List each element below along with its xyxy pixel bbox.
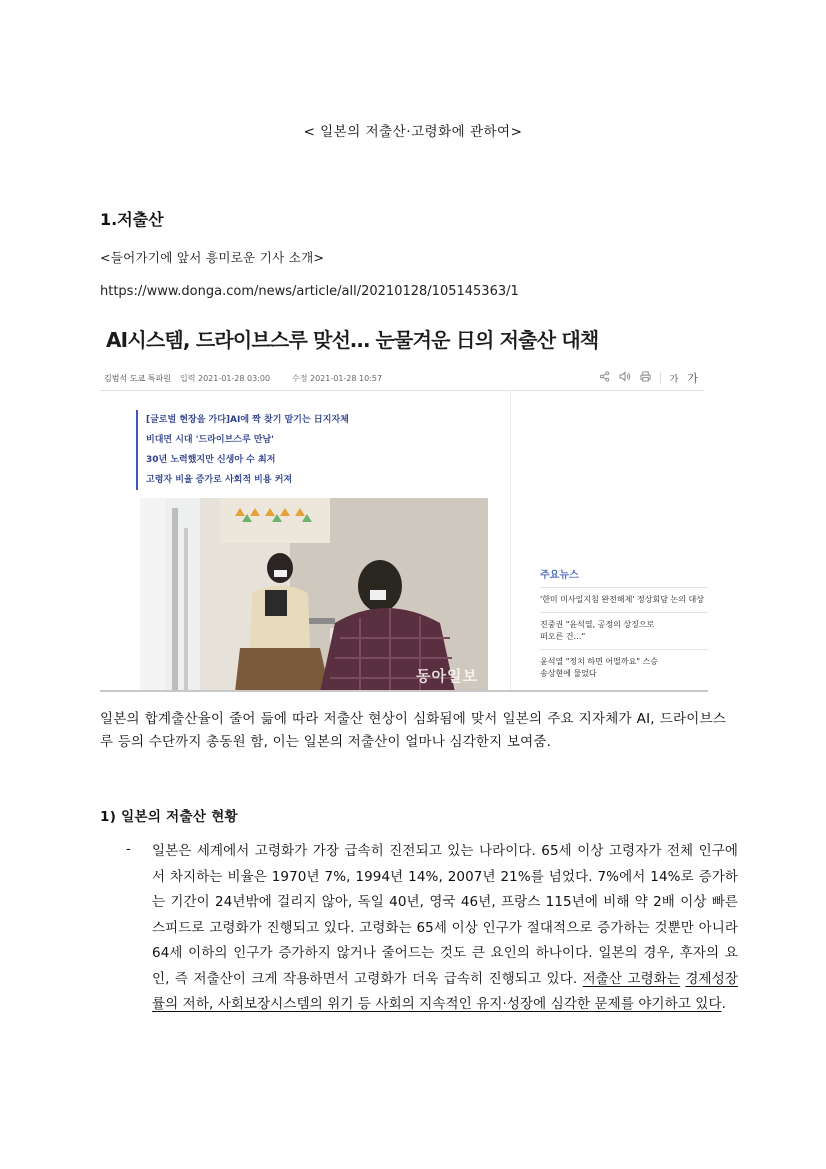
underlined-text: 저출산 고령화는 xyxy=(582,970,681,987)
print-icon[interactable] xyxy=(640,371,651,385)
article-meta-bar xyxy=(100,368,704,391)
document-title: < 일본의 저출산·고령화에 관하여> xyxy=(303,124,523,140)
article-photo xyxy=(140,498,488,692)
bullet-text: 일본은 세계에서 고령화가 가장 급속히 진전되고 있는 나라이다. 65세 이상 고령자가 전체 인구에서 차지하는 비율은 1970년 7%, 1994년 14%, 2007년 21%를 넘었다. 7%에서 14%로 증가하는 기간이 24년밖에 걸리지 않아, 독일 40년, 영국 46년, 프랑스 115년에 비해 약 2배 이상 빠른 스피드로 고령화가 진행되고 있다. 고령화는 65세 이상 인구가 절대적으로 증가하는 것뿐만 아니라 64세 이하의 인구가 증가하지 않거나 줄어드는 것도 큰 요인의 하나이다. 일본의 경우, 후자의 요인, 즉 저출산이 크게 작용하면서 고령화가 더욱 급속히 진행되고 있다. xyxy=(152,843,738,987)
bullet-marker: - xyxy=(126,841,131,857)
font-size-large-button[interactable]: 가 xyxy=(687,372,698,385)
side-news-item[interactable]: 윤석열 "정치 하면 어떨까요" 스승 송상현에 물었다 xyxy=(540,657,658,678)
article-screenshot xyxy=(100,316,708,692)
summary-line: 비대면 시대 '드라이브스루 만남' xyxy=(146,435,274,445)
article-bottom-rule xyxy=(100,690,708,692)
speaker-icon[interactable] xyxy=(619,371,631,385)
summary-line: [글로벌 현장을 가다]AI에 짝 찾기 맡기는 日지자체 xyxy=(146,415,349,425)
font-size-small-button[interactable]: 가 xyxy=(669,374,679,385)
tool-divider xyxy=(660,372,661,384)
bullet-paragraph xyxy=(152,839,738,1018)
underlined-text: 경제성장률의 저하, 사회보장시스템의 위기 등 사회의 지속적인 유지·성장에 심각한 문제를 야기하고 있다 xyxy=(152,970,738,1012)
article-headline: AI시스템, 드라이브스루 맞선… 눈물겨운 日의 저출산 대책 xyxy=(106,328,599,352)
share-icon[interactable] xyxy=(599,371,610,385)
input-time: 입력 2021-01-28 03:00 xyxy=(180,374,271,383)
side-news-title: 주요뉴스 xyxy=(540,570,579,581)
intro-label: <들어가기에 앞서 흥미로운 기사 소개> xyxy=(100,250,325,265)
side-divider xyxy=(510,390,511,692)
article-tools xyxy=(599,370,698,386)
bullet-text-end: . xyxy=(721,996,726,1012)
edit-time: 수정 2021-01-28 10:57 xyxy=(292,374,383,383)
side-news-item[interactable]: '한미 미사일지침 완전해제' 정상회담 논의 대상 xyxy=(540,595,704,604)
section-heading: 1.저출산 xyxy=(100,210,164,229)
summary-line: 30년 노력했지만 신생아 수 최저 xyxy=(146,455,276,465)
side-news-item[interactable]: 진중권 "윤석열, 공정의 상징으로 떠오른 건…" xyxy=(540,620,655,641)
summary-paragraph: 일본의 합계출산율이 줄어 듦에 따라 저출산 현상이 심화됨에 맞서 일본의 주요 지자체가 AI, 드라이브스루 등의 수단까지 총동원 함, 이는 일본의 저출산이 얼마나 심각한지 보여줌. xyxy=(100,711,726,750)
side-news-rule xyxy=(540,587,708,588)
side-news-panel xyxy=(540,566,708,686)
reporter-name[interactable]: 김범석 도쿄 특파원 xyxy=(104,374,171,383)
article-url[interactable]: https://www.donga.com/news/article/all/20210128/105145363/1 xyxy=(100,284,519,299)
subsection-heading: 1) 일본의 저출산 현황 xyxy=(100,809,238,825)
side-news-rule xyxy=(540,649,708,650)
photo-watermark: 동아일보 xyxy=(416,667,478,685)
summary-line: 고령자 비율 증가로 사회적 비용 커져 xyxy=(146,475,293,485)
article-summary xyxy=(136,410,349,490)
side-news-rule xyxy=(540,612,708,613)
